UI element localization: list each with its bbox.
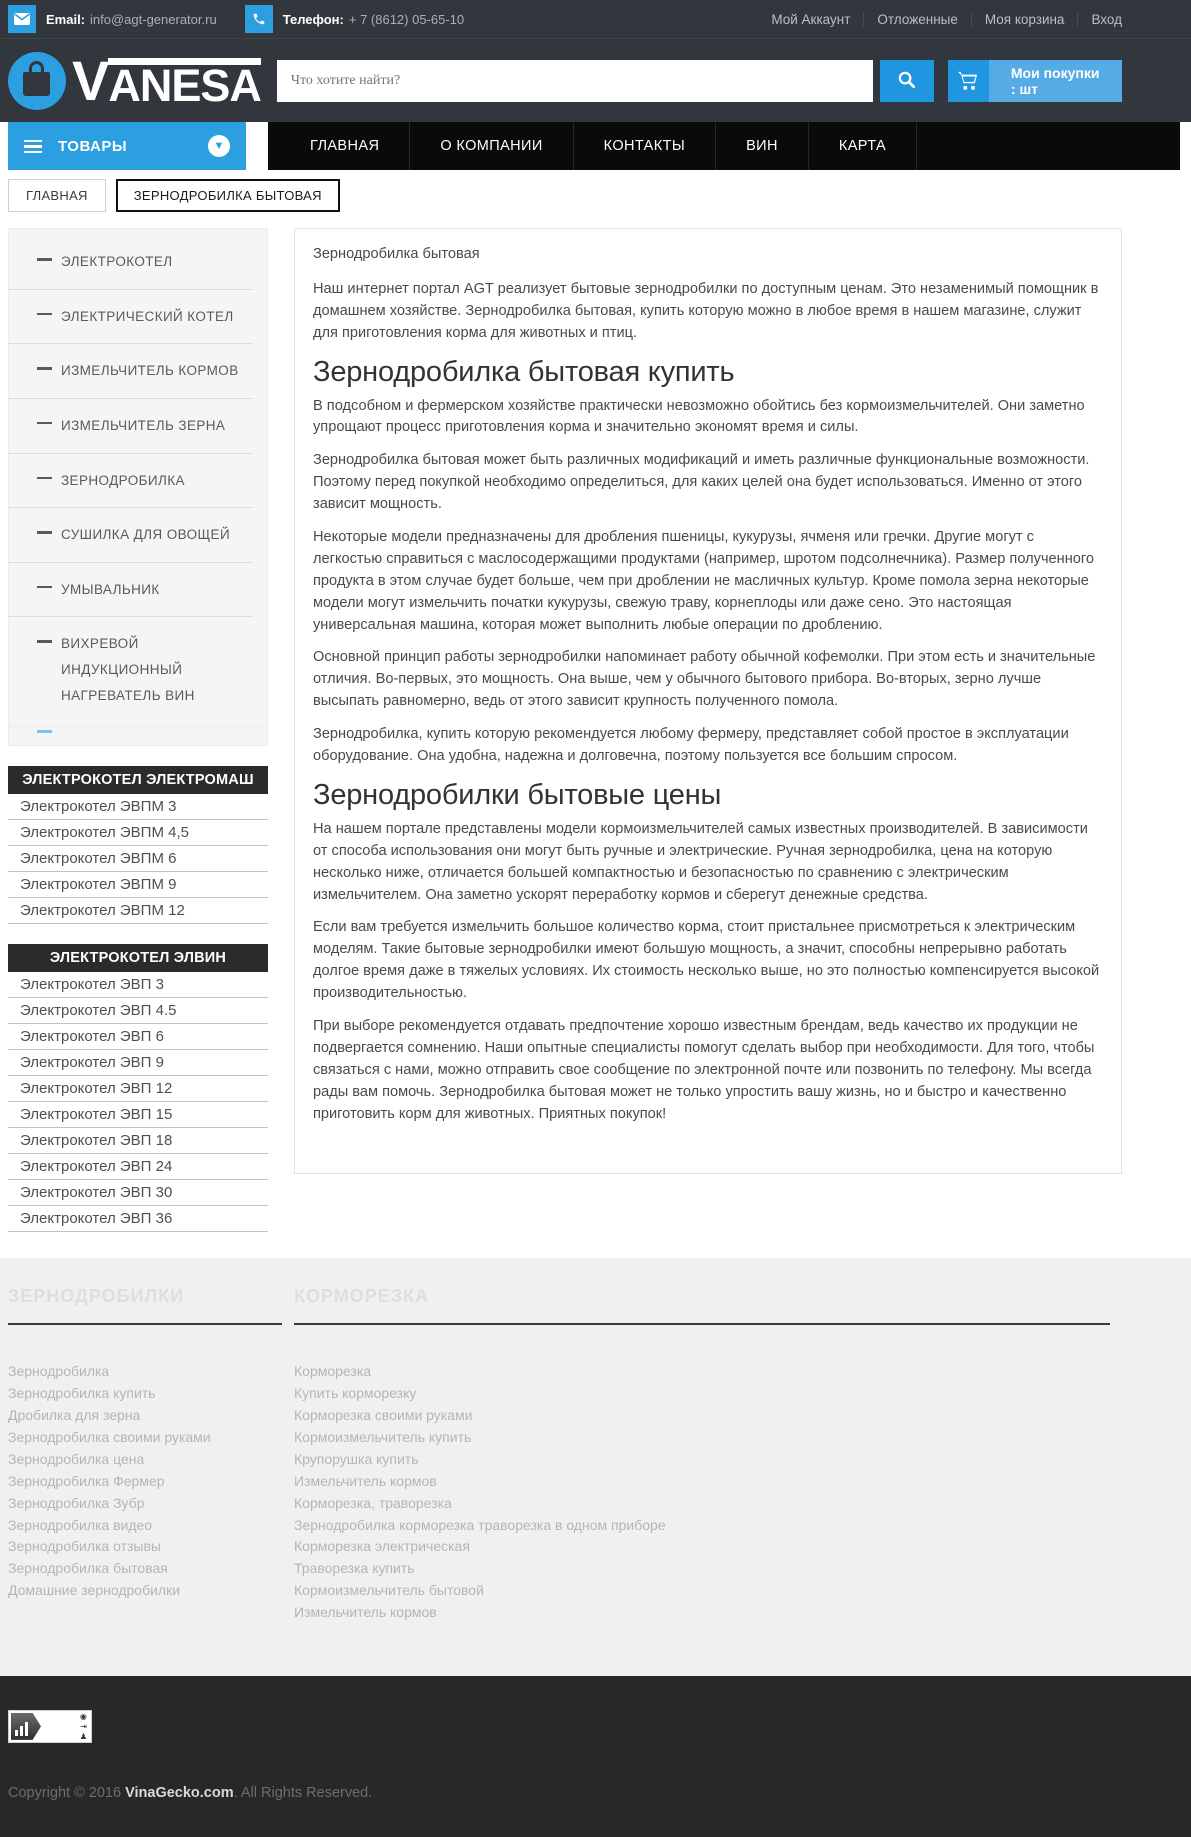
article-paragraph: Основной принцип работы зернодробилки напоминает работу обычной кофемолки. При этом есть и значительные отличия. Во-первых, это мощность. Она выше, чем у обычного бытового прибора. Во-вторых, зерно лучше высыпать равномерно, ведь от этого зависит крупность полученного помола. (313, 649, 1096, 710)
footer-link[interactable]: Домашние зернодробилки (8, 1582, 181, 1599)
product-link[interactable]: Электрокотел ЭВП 12 (8, 1076, 268, 1102)
account-menu-link[interactable]: Мой Аккаунт (758, 12, 864, 27)
category-active-dash (8, 727, 268, 746)
footer-link[interactable]: Зернодробилка Фермер (8, 1472, 165, 1489)
search-input[interactable] (277, 60, 873, 102)
footer-link[interactable]: Измельчитель кормов (294, 1472, 437, 1489)
product-link[interactable]: Электрокотел ЭВПМ 6 (8, 846, 268, 872)
phone-value: + 7 (8612) 05-65-10 (348, 11, 465, 27)
search-icon (897, 70, 916, 92)
account-menu-link[interactable]: Вход (1091, 11, 1122, 27)
footer-links-area (0, 1258, 1191, 1676)
category-item[interactable]: ЗЕРНОДРОБИЛКА (9, 453, 253, 508)
footer-column-title: КОРМОРЕЗКА (294, 1286, 430, 1307)
product-link[interactable]: Электрокотел ЭВП 24 (8, 1154, 268, 1180)
topbar (0, 0, 1191, 38)
product-list (8, 794, 268, 924)
article-heading-2: Зернодробилки бытовые цены (313, 778, 722, 811)
footer-column-kormorezka (294, 1274, 1122, 1624)
article-heading-1: Зернодробилка бытовая купить (313, 355, 735, 388)
account-menu-link[interactable]: Отложенные (864, 12, 971, 27)
footer-link[interactable]: Корморезка (294, 1363, 372, 1380)
product-link[interactable]: Электрокотел ЭВП 4.5 (8, 998, 268, 1024)
footer-link[interactable]: Корморезка электрическая (294, 1538, 470, 1555)
copyright: Copyright © 2016 VinaGecko.com. All Rights Reserved. (8, 1784, 373, 1801)
footer-link-list (8, 1361, 294, 1602)
bar-chart-icon (11, 1713, 41, 1740)
category-item[interactable]: ИЗМЕЛЬЧИТЕЛЬ КОРМОВ (9, 343, 253, 398)
menu-bar (268, 122, 1180, 170)
category-item[interactable]: СУШИЛКА ДЛЯ ОВОЩЕЙ (9, 507, 253, 562)
shopping-bag-icon (8, 52, 66, 110)
product-link[interactable]: Электрокотел ЭВПМ 9 (8, 872, 268, 898)
product-link[interactable]: Электрокотел ЭВПМ 4,5 (8, 820, 268, 846)
article-paragraph: При выборе рекомендуется отдавать предпочтение хорошо известным брендам, ведь качество их продукции не подвергается сомнению. Наши опытные специалисты помогут сделать выбор при необходимости. Для того, чтобы связаться с нами, можно отправить свое сообщение по электронной почте или позвонить по телефону. Мы всегда рады вам помочь. Зернодробилка бытовая может не только упростить вашу жизнь, но и быстро и качественно приготовить корм для животных. Приятных покупок! (313, 1018, 1095, 1122)
search-button[interactable] (880, 60, 934, 102)
footer-link[interactable]: Зернодробилка цена (8, 1450, 145, 1467)
breadcrumb (0, 170, 1191, 222)
visitor-counter-badge[interactable] (8, 1710, 92, 1743)
product-link[interactable]: Электрокотел ЭВП 36 (8, 1206, 268, 1232)
category-item[interactable]: ЭЛЕКТРИЧЕСКИЙ КОТЕЛ (9, 289, 253, 344)
footer-link[interactable]: Зернодробилка бытовая (8, 1560, 168, 1577)
category-item[interactable]: ИЗМЕЛЬЧИТЕЛЬ ЗЕРНА (9, 398, 253, 453)
article-paragraph: Зернодробилка бытовая может быть различных модификаций и иметь различные функциональные возможности. Поэтому перед покупкой необходимо определиться, для каких целей она будет использоваться. Именно от этого зависит мощность. (313, 452, 1090, 513)
footer-link[interactable]: Зернодробилка отзывы (8, 1538, 161, 1555)
footer-link[interactable]: Зернодробилка купить (8, 1385, 156, 1402)
hamburger-icon (24, 140, 42, 153)
email-value[interactable]: info@agt-generator.ru (90, 11, 217, 27)
category-item[interactable]: УМЫВАЛЬНИК (9, 562, 253, 617)
article-section-1 (313, 396, 1103, 768)
category-item[interactable]: ВИХРЕВОЙ ИНДУКЦИОННЫЙ НАГРЕВАТЕЛЬ ВИН (9, 616, 253, 722)
footer-bottom (0, 1676, 1191, 1837)
product-link[interactable]: Электрокотел ЭВП 6 (8, 1024, 268, 1050)
product-link[interactable]: Электрокотел ЭВП 3 (8, 972, 268, 998)
menu-item[interactable]: ГЛАВНАЯ (280, 122, 410, 170)
footer-column-title: ЗЕРНОДРОБИЛКИ (8, 1286, 185, 1307)
footer-link-list (294, 1361, 1122, 1624)
logo-text: V ANESA (72, 48, 261, 112)
product-link[interactable]: Электрокотел ЭВП 15 (8, 1102, 268, 1128)
footer-link[interactable]: Корморезка своими руками (294, 1407, 473, 1424)
product-list (8, 972, 268, 1232)
product-box-title: ЭЛЕКТРОКОТЕЛ ЭЛВИН (8, 944, 268, 972)
footer-link[interactable]: Зернодробилка (8, 1363, 110, 1380)
category-item[interactable]: ЭЛЕКТРОКОТЕЛ (9, 235, 253, 289)
account-menu-link[interactable]: Моя корзина (972, 12, 1079, 27)
menu-item[interactable]: КОНТАКТЫ (574, 122, 716, 170)
sidebar (8, 228, 268, 1232)
article-paragraph: На нашем портале представлены модели кормоизмельчителей самых известных производителей. В зависимости от способа использования они могут быть ручные и электрические. Ручная зернодробилка, цена на которую несколько ниже, отличается большей компактностью и безопасностью по сравнению с электрическим измельчителем. Она заметно ускорят переработку кормов и сберегут денежные средства. (313, 820, 1088, 903)
footer-link[interactable]: Корморезка, траворезка (294, 1494, 452, 1511)
breadcrumb-home[interactable]: ГЛАВНАЯ (8, 179, 106, 212)
logo[interactable] (8, 48, 261, 112)
article-intro: Наш интернет портал AGT реализует бытовые зернодробилки по доступным ценам. Это незаменимый помощник в домашнем хозяйстве. Зернодробилка бытовая, купить которую можно в любое время в нашем магазине, служит для приготовления корма для животных и птиц. (313, 280, 1099, 341)
footer-link[interactable]: Зернодробилка корморезка траворезка в одном приборе (294, 1516, 666, 1533)
copyright-brand[interactable]: VinaGecko.com (125, 1784, 234, 1801)
menu-item[interactable]: ВИН (716, 122, 809, 170)
article-paragraph: В подсобном и фермерском хозяйстве практически невозможно обойтись без кормоизмельчителей. Они заметно упрощают процесс приготовления корма и значительно экономят время и силы. (313, 397, 1085, 436)
main-navigation (0, 122, 1191, 170)
category-list (8, 228, 268, 727)
email-icon (8, 5, 36, 33)
product-link[interactable]: Электрокотел ЭВП 18 (8, 1128, 268, 1154)
product-box-title: ЭЛЕКТРОКОТЕЛ ЭЛЕКТРОМАШ (8, 766, 268, 794)
cart-icon (948, 60, 989, 102)
menu-item[interactable]: О КОМПАНИИ (410, 122, 573, 170)
product-box-electromash (8, 766, 268, 924)
header (0, 38, 1191, 122)
footer-link[interactable]: Зернодробилка видео (8, 1516, 153, 1533)
footer-link[interactable]: Купить корморезку (294, 1385, 417, 1402)
product-link[interactable]: Электрокотел ЭВП 30 (8, 1180, 268, 1206)
article-lead: Зернодробилка бытовая (313, 246, 480, 262)
footer-column-zernodrobilki (8, 1274, 294, 1624)
article-section-2 (313, 819, 1103, 1126)
divider (294, 1323, 1110, 1325)
phone-icon (245, 5, 273, 33)
breadcrumb-current: ЗЕРНОДРОБИЛКА БЫТОВАЯ (116, 179, 340, 212)
footer-link[interactable]: Кормоизмельчитель бытовой (294, 1582, 484, 1599)
product-link[interactable]: Электрокотел ЭВП 9 (8, 1050, 268, 1076)
main-area (8, 228, 1122, 1232)
footer-link[interactable]: Зернодробилка своими руками (8, 1429, 211, 1446)
footer-link[interactable]: Измельчитель кормов (294, 1604, 437, 1621)
topbar-phone (245, 5, 464, 33)
topbar-email (8, 5, 217, 33)
footer-link[interactable]: Траворезка купить (294, 1560, 415, 1577)
footer-link[interactable]: Дробилка для зерна (8, 1407, 141, 1424)
catalog-dropdown-button[interactable] (8, 122, 246, 170)
divider (8, 1323, 282, 1325)
article-paragraph: Если вам требуется измельчить большое количество корма, стоит пристальнее присмотреться к электрическим моделям. Такие бытовые зернодробилки имеют большую мощность, а значит, способны непрерывно работать долгое время даже в тяжелых условиях. Их стоимость несколько выше, но это полностью компенсируется высокой производительностью. (313, 919, 1100, 1002)
product-box-elvin (8, 944, 268, 1232)
cart-button[interactable] (948, 60, 1122, 102)
article-paragraph: Зернодробилка, купить которую рекомендуется любому фермеру, представляет собой простое в эксплуатации оборудование. Она удобна, надежна и долговечна, поэтому пользуется все большим спросом. (313, 726, 1069, 765)
email-label: Email: (46, 11, 86, 27)
article (294, 228, 1122, 1174)
product-link[interactable]: Электрокотел ЭВПМ 3 (8, 794, 268, 820)
phone-label: Телефон: (282, 11, 344, 27)
counter-stats-icons: ◉ ⇥ ♟ (79, 1711, 87, 1741)
menu-item[interactable]: КАРТА (809, 122, 917, 170)
search-bar (277, 60, 934, 102)
footer-link[interactable]: Кормоизмельчитель купить (294, 1429, 472, 1446)
article-paragraph: Некоторые модели предназначены для дробления пшеницы, кукурузы, ячменя или гречки. Другие могут с легкостью справиться с маслосодержащими продуктами (например, шротом подсолнечника). Размер полученного продукта в этом случае будет больше, чем при дроблении не масличных культур. Кроме помола зерна некоторые модели могут измельчить початки кукурузы, свежую траву, корнеплоды или даже сено. Это настоящая универсальная машина, которая может выполнить любые операции по дроблению. (313, 529, 1095, 633)
product-link[interactable]: Электрокотел ЭВПМ 12 (8, 898, 268, 924)
footer-link[interactable]: Крупорушка купить (294, 1450, 419, 1467)
catalog-label: ТОВАРЫ (58, 137, 128, 155)
cart-label: Мои покупки : шт (989, 60, 1122, 102)
chevron-down-icon: ▼ (208, 135, 230, 157)
account-menu (758, 12, 1122, 27)
footer-link[interactable]: Зернодробилка Зубр (8, 1494, 145, 1511)
